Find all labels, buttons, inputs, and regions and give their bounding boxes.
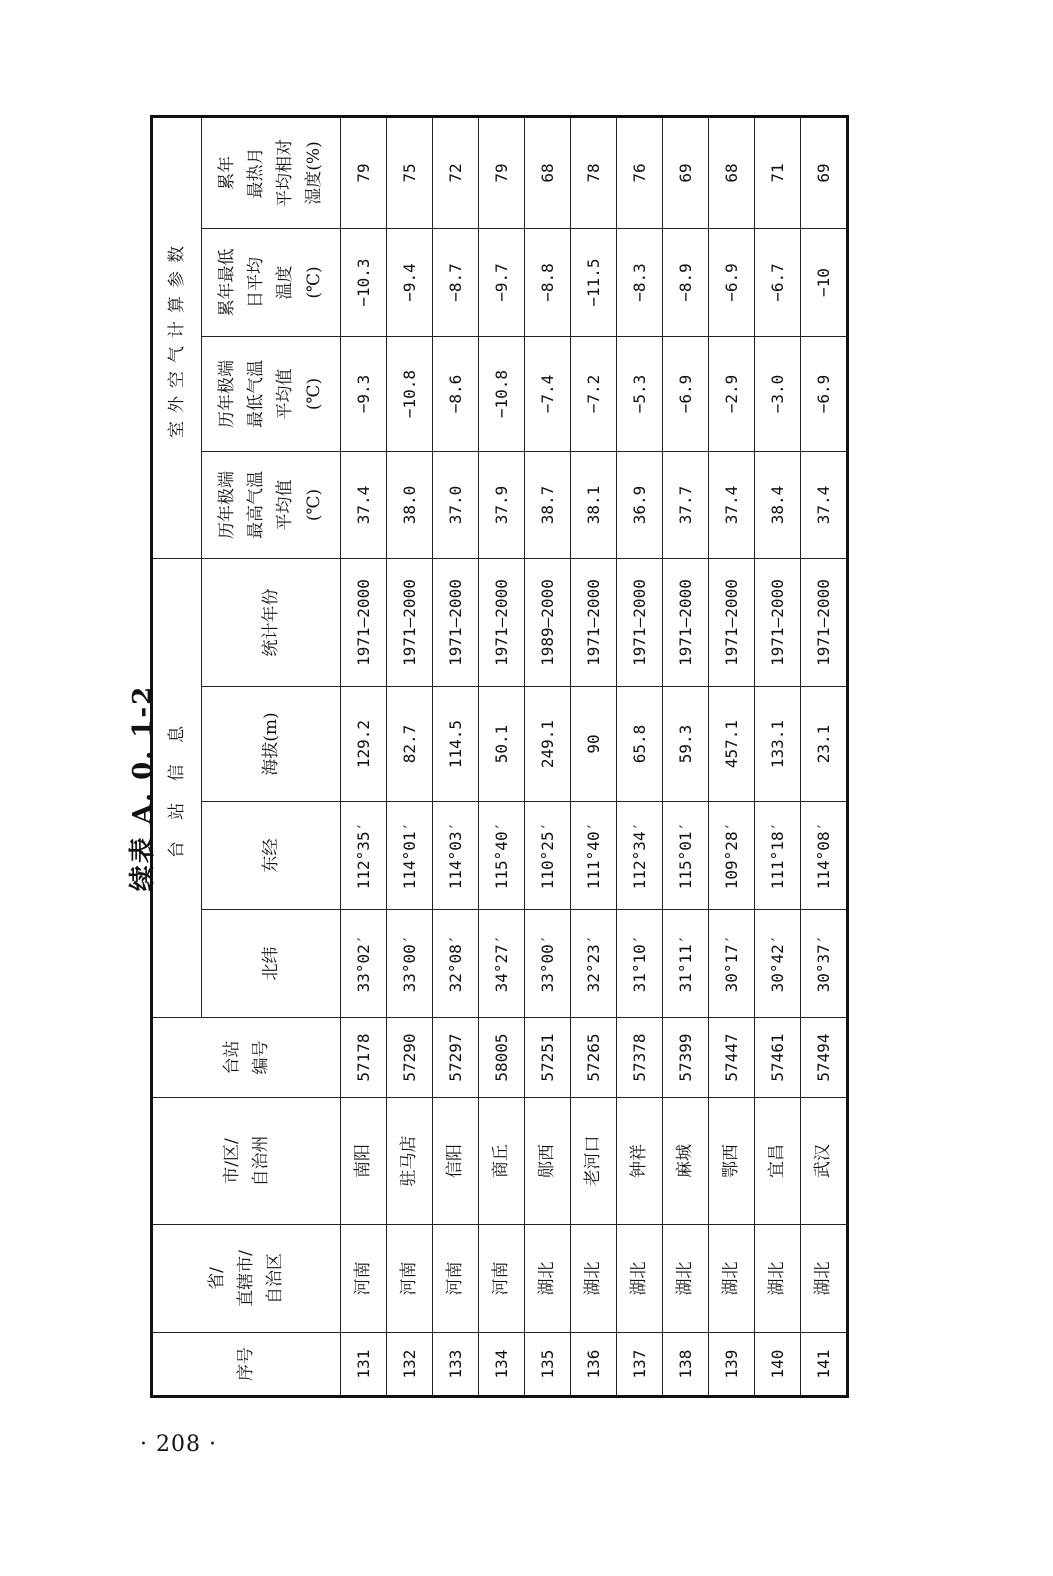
cell-tmax: 38.1 (571, 452, 617, 559)
cell-years: 1971—2000 (801, 559, 848, 687)
cell-alt: 23.1 (801, 687, 848, 802)
cell-tdaily: −8.9 (663, 229, 709, 337)
cell-station-id: 57461 (755, 1018, 801, 1098)
cell-alt: 82.7 (387, 687, 433, 802)
cell-city: 钟祥 (617, 1098, 663, 1225)
cell-tmax: 36.9 (617, 452, 663, 559)
cell-city: 商丘 (479, 1098, 525, 1225)
cell-alt: 90 (571, 687, 617, 802)
table-row (433, 117, 479, 1397)
cell-years: 1971—2000 (433, 559, 479, 687)
cell-years: 1971—2000 (341, 559, 387, 687)
cell-lat: 31°11′ (663, 910, 709, 1018)
cell-city: 鄂西 (709, 1098, 755, 1225)
table-row (525, 117, 571, 1397)
cell-lon: 111°40′ (571, 802, 617, 910)
cell-province: 湖北 (525, 1225, 571, 1333)
cell-seq: 140 (755, 1333, 801, 1397)
cell-lon: 112°35′ (341, 802, 387, 910)
table-row (709, 117, 755, 1397)
cell-alt: 59.3 (663, 687, 709, 802)
cell-lon: 114°01′ (387, 802, 433, 910)
cell-lon: 115°01′ (663, 802, 709, 910)
cell-station-id: 57447 (709, 1018, 755, 1098)
cell-tmin: −8.6 (433, 337, 479, 452)
table-row (571, 117, 617, 1397)
cell-province: 湖北 (801, 1225, 848, 1333)
cell-rh: 68 (709, 117, 755, 229)
cell-alt: 457.1 (709, 687, 755, 802)
cell-tmin: −6.9 (663, 337, 709, 452)
cell-tmin: −7.4 (525, 337, 571, 452)
cell-city: 武汉 (801, 1098, 848, 1225)
cell-tmax: 37.4 (341, 452, 387, 559)
cell-tdaily: −10.3 (341, 229, 387, 337)
cell-rh: 78 (571, 117, 617, 229)
cell-years: 1989—2000 (525, 559, 571, 687)
cell-province: 湖北 (571, 1225, 617, 1333)
cell-seq: 133 (433, 1333, 479, 1397)
cell-seq: 138 (663, 1333, 709, 1397)
cell-rh: 69 (801, 117, 848, 229)
cell-tdaily: −6.7 (755, 229, 801, 337)
cell-lat: 32°08′ (433, 910, 479, 1018)
cell-tmax: 37.4 (709, 452, 755, 559)
cell-city: 南阳 (341, 1098, 387, 1225)
cell-rh: 69 (663, 117, 709, 229)
cell-tdaily: −8.8 (525, 229, 571, 337)
cell-rh: 71 (755, 117, 801, 229)
cell-station-id: 57494 (801, 1018, 848, 1098)
cell-tmax: 37.0 (433, 452, 479, 559)
table-row (387, 117, 433, 1397)
cell-alt: 65.8 (617, 687, 663, 802)
header-rh: 累年 最热月 平均相对 湿度(%) (202, 117, 341, 229)
cell-station-id: 57297 (433, 1018, 479, 1098)
cell-tmax: 37.7 (663, 452, 709, 559)
cell-lat: 34°27′ (479, 910, 525, 1018)
cell-tmin: −10.8 (387, 337, 433, 452)
cell-rh: 76 (617, 117, 663, 229)
cell-seq: 141 (801, 1333, 848, 1397)
header-seq: 序号 (152, 1333, 341, 1397)
cell-province: 河南 (479, 1225, 525, 1333)
cell-seq: 139 (709, 1333, 755, 1397)
cell-station-id: 57399 (663, 1018, 709, 1098)
cell-lat: 31°10′ (617, 910, 663, 1018)
cell-tmin: −10.8 (479, 337, 525, 452)
cell-seq: 135 (525, 1333, 571, 1397)
header-tdaily: 累年最低 日平均 温度 (℃) (202, 229, 341, 337)
cell-tmin: −2.9 (709, 337, 755, 452)
header-station-info: 台 站 信 息 (152, 559, 202, 1018)
cell-lon: 109°28′ (709, 802, 755, 910)
cell-alt: 50.1 (479, 687, 525, 802)
cell-alt: 133.1 (755, 687, 801, 802)
cell-tmax: 37.9 (479, 452, 525, 559)
page-number: · 208 · (140, 1432, 217, 1457)
cell-tmin: −9.3 (341, 337, 387, 452)
cell-seq: 132 (387, 1333, 433, 1397)
cell-lat: 30°42′ (755, 910, 801, 1018)
cell-tdaily: −8.7 (433, 229, 479, 337)
cell-tdaily: −6.9 (709, 229, 755, 337)
cell-tdaily: −9.7 (479, 229, 525, 337)
cell-city: 麻城 (663, 1098, 709, 1225)
table-title: 续表 A. 0. 1-2 (128, 684, 158, 892)
cell-tmax: 38.4 (755, 452, 801, 559)
cell-years: 1971—2000 (663, 559, 709, 687)
table-row (479, 117, 525, 1397)
cell-tmin: −7.2 (571, 337, 617, 452)
cell-province: 湖北 (755, 1225, 801, 1333)
cell-city: 信阳 (433, 1098, 479, 1225)
cell-rh: 79 (341, 117, 387, 229)
cell-tmax: 38.0 (387, 452, 433, 559)
cell-tmin: −6.9 (801, 337, 848, 452)
cell-lat: 30°37′ (801, 910, 848, 1018)
cell-tdaily: −11.5 (571, 229, 617, 337)
cell-tdaily: −10 (801, 229, 848, 337)
cell-lat: 33°00′ (387, 910, 433, 1018)
cell-station-id: 57178 (341, 1018, 387, 1098)
cell-years: 1971—2000 (479, 559, 525, 687)
cell-lon: 112°34′ (617, 802, 663, 910)
header-station-id: 台站 编号 (152, 1018, 341, 1098)
cell-tmin: −3.0 (755, 337, 801, 452)
cell-station-id: 57265 (571, 1018, 617, 1098)
cell-seq: 131 (341, 1333, 387, 1397)
cell-province: 河南 (341, 1225, 387, 1333)
cell-lon: 114°03′ (433, 802, 479, 910)
cell-years: 1971—2000 (709, 559, 755, 687)
cell-seq: 136 (571, 1333, 617, 1397)
header-lon: 东经 (202, 802, 341, 910)
cell-lon: 110°25′ (525, 802, 571, 910)
cell-years: 1971—2000 (571, 559, 617, 687)
climate-data-table (150, 115, 849, 1398)
cell-years: 1971—2000 (617, 559, 663, 687)
cell-rh: 72 (433, 117, 479, 229)
cell-alt: 249.1 (525, 687, 571, 802)
cell-lat: 33°00′ (525, 910, 571, 1018)
cell-lon: 115°40′ (479, 802, 525, 910)
cell-station-id: 57290 (387, 1018, 433, 1098)
cell-years: 1971—2000 (755, 559, 801, 687)
cell-alt: 129.2 (341, 687, 387, 802)
cell-tdaily: −9.4 (387, 229, 433, 337)
cell-city: 宜昌 (755, 1098, 801, 1225)
cell-province: 河南 (387, 1225, 433, 1333)
cell-province: 湖北 (663, 1225, 709, 1333)
header-alt: 海拔(m) (202, 687, 341, 802)
table-row (341, 117, 387, 1397)
cell-lat: 33°02′ (341, 910, 387, 1018)
cell-tmax: 37.4 (801, 452, 848, 559)
cell-province: 湖北 (709, 1225, 755, 1333)
cell-city: 驻马店 (387, 1098, 433, 1225)
cell-lon: 111°18′ (755, 802, 801, 910)
cell-city: 老河口 (571, 1098, 617, 1225)
cell-lat: 32°23′ (571, 910, 617, 1018)
cell-rh: 79 (479, 117, 525, 229)
cell-station-id: 57251 (525, 1018, 571, 1098)
header-tmin: 历年极端 最低气温 平均值 (℃) (202, 337, 341, 452)
cell-tmin: −5.3 (617, 337, 663, 452)
header-lat: 北纬 (202, 910, 341, 1018)
header-province: 省/ 直辖市/ 自治区 (152, 1225, 341, 1333)
cell-years: 1971—2000 (387, 559, 433, 687)
table-row (663, 117, 709, 1397)
header-tmax: 历年极端 最高气温 平均值 (℃) (202, 452, 341, 559)
header-years: 统计年份 (202, 559, 341, 687)
cell-province: 河南 (433, 1225, 479, 1333)
cell-station-id: 57378 (617, 1018, 663, 1098)
cell-city: 郧西 (525, 1098, 571, 1225)
table-row (617, 117, 663, 1397)
table-row (801, 117, 848, 1397)
cell-lon: 114°08′ (801, 802, 848, 910)
cell-station-id: 58005 (479, 1018, 525, 1098)
cell-tmax: 38.7 (525, 452, 571, 559)
cell-rh: 68 (525, 117, 571, 229)
cell-province: 湖北 (617, 1225, 663, 1333)
table-row (755, 117, 801, 1397)
cell-seq: 134 (479, 1333, 525, 1397)
header-outdoor-params: 室外空气计算参数 (152, 117, 202, 559)
cell-seq: 137 (617, 1333, 663, 1397)
header-city: 市/区/ 自治州 (152, 1098, 341, 1225)
cell-rh: 75 (387, 117, 433, 229)
cell-lat: 30°17′ (709, 910, 755, 1018)
cell-tdaily: −8.3 (617, 229, 663, 337)
cell-alt: 114.5 (433, 687, 479, 802)
